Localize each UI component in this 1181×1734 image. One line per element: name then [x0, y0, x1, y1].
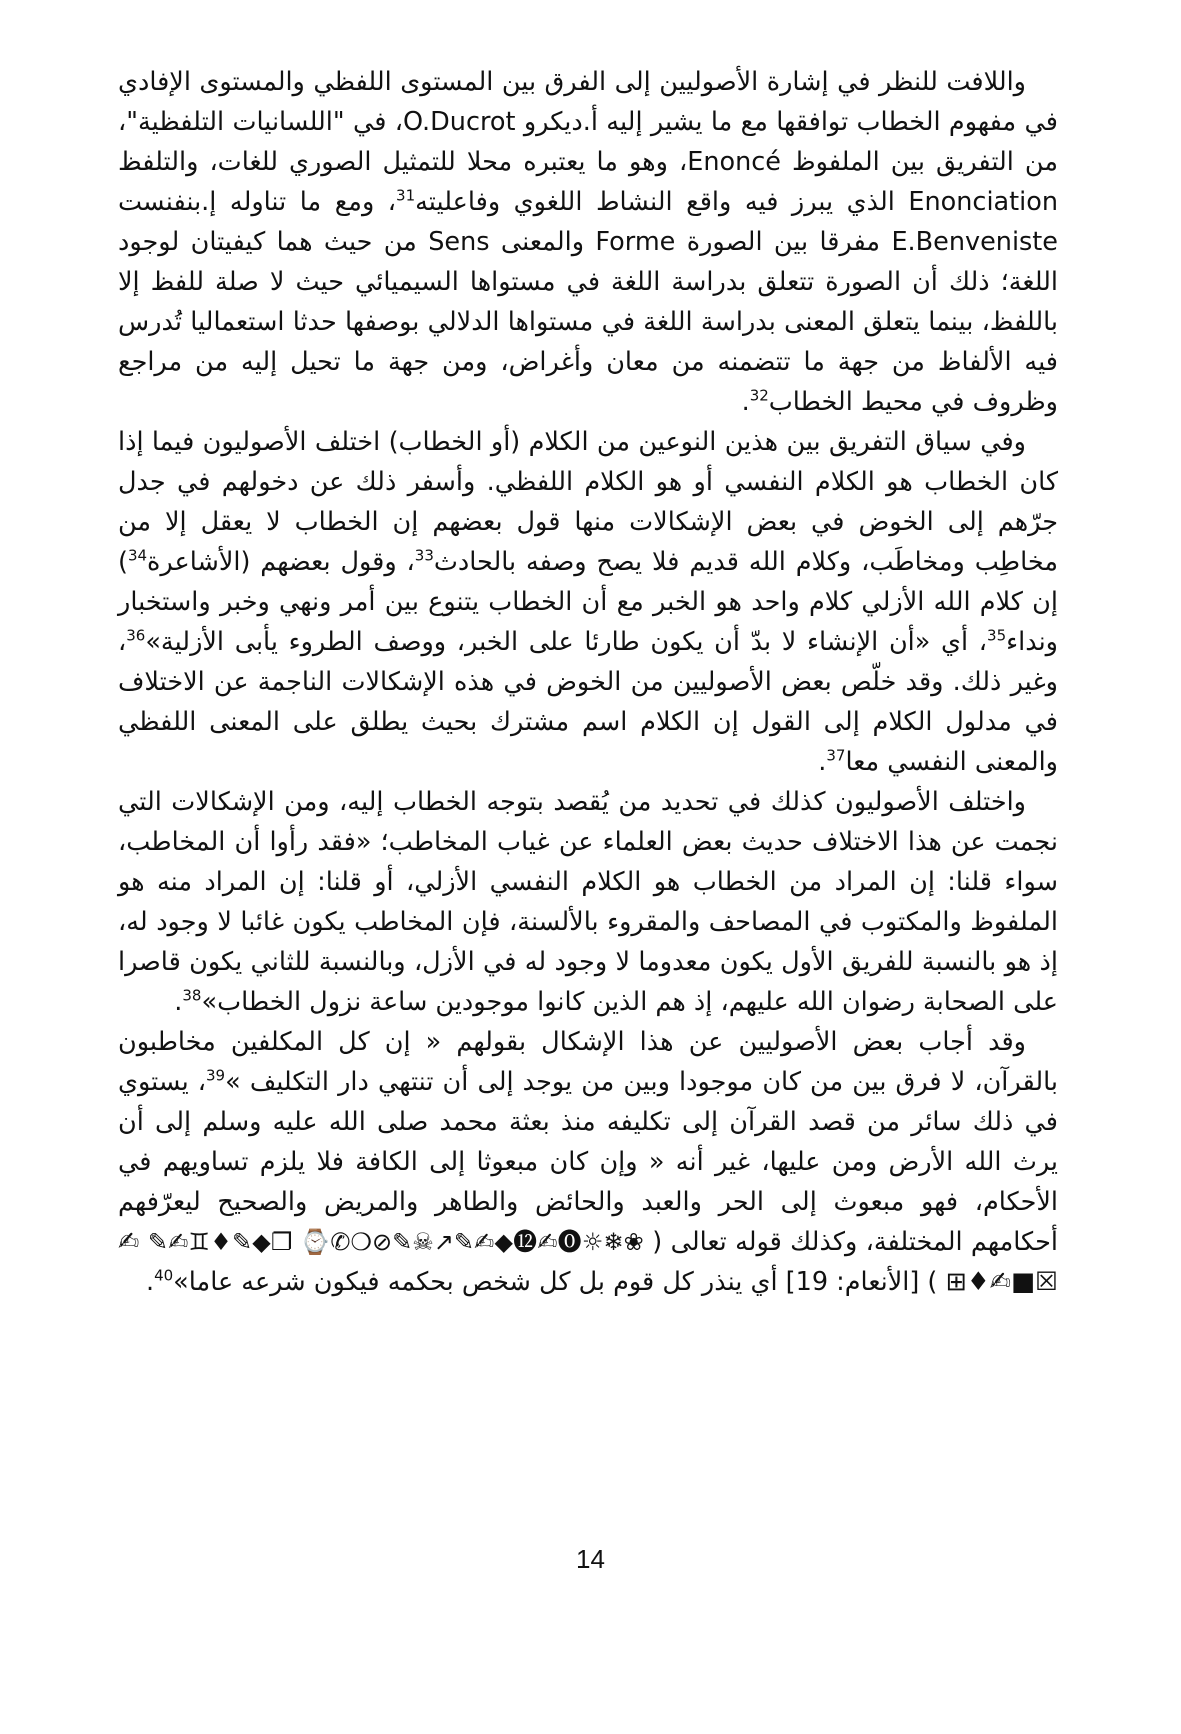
text-run: ) إن كلام الله الأزلي كلام واحد هو الخبر مع أن الخطاب يتنوع بين أمر ونهي وخبر واستخبار ونداء [118, 547, 1058, 657]
footnote-ref: 33 [414, 546, 434, 565]
text-run: . [741, 387, 750, 417]
footnote-ref: 38 [182, 986, 202, 1005]
body-text [118, 62, 1058, 1302]
footnote-ref: 34 [127, 546, 148, 565]
footnote-ref: 40 [154, 1266, 174, 1285]
text-run: ، يستوي في ذلك سائر من قصد القرآن إلى تكليفه منذ بعثة محمد صلى الله عليه وسلم إلى أن يرث الله الأرض ومن عليها، غير أنه « وإن كان مبعوثا إلى الكافة فلا يلزم تساويهم في الأحكام، فهو مبعوث إلى الحر والعبد والحائض والطاهر والمريض والصحيح ليعرّفهم أحكامهم المختلفة، وكذلك قوله تعالى ( [118, 1067, 1058, 1257]
text-run: وفي سياق التفريق بين هذين النوعين من الكلام (أو الخطاب) اختلف الأصوليون فيما إذا كان الخطاب هو الكلام النفسي أو هو الكلام اللفظي. وأسفر ذلك عن دخولهم في جدل جرّهم إلى الخوض في بعض الإشكالات منها قول بعضهم إن الخطاب لا يعقل إلا من مخاطِب ومخاطَب، وكلام الله قديم فلا يصح وصفه بالحادث [118, 427, 1058, 577]
text-run: وقد أجاب بعض الأصوليين عن هذا الإشكال بقولهم « إن كل المكلفين مخاطبون بالقرآن، لا فرق بين من كان موجودا وبين من يوجد إلى أن تنتهي دار التكليف » [118, 1027, 1058, 1097]
footnote-ref: 32 [749, 386, 769, 405]
text-run: ✍☒■✍♦⊞ ) [الأنعام: 19] أي ينذر كل قوم بل كل شخص بحكمه فيكون شرعه عاما» [118, 1227, 1058, 1297]
text-run: ، وغير ذلك. وقد خلّص بعض الأصوليين من الخوض في هذه الإشكالات الناجمة عن الاختلاف في مدلول الكلام إلى القول إن الكلام اسم مشترك بحيث يطلق على المعنى اللفظي والمعنى النفسي معا [118, 627, 1058, 777]
paragraph [118, 422, 1058, 782]
text-run: ، أي «أن الإنشاء لا بدّ أن يكون طارئا على الخبر، ووصف الطروء يأبى الأزلية» [145, 627, 988, 657]
footnote-ref: 39 [206, 1066, 226, 1085]
text-run: . [174, 987, 183, 1017]
paragraph [118, 62, 1058, 422]
footnote-ref: 31 [396, 186, 416, 205]
text-run: . [818, 747, 827, 777]
page-number: 14 [576, 1544, 605, 1574]
text-run: واختلف الأصوليون كذلك في تحديد من يُقصد بتوجه الخطاب إليه، ومن الإشكالات التي نجمت عن هذا الاختلاف حديث بعض العلماء عن غياب المخاطب؛ «فقد رأوا أن المخاطب، سواء قلنا: إن المراد من الخطاب هو الكلام النفسي الأزلي، أو قلنا: إن المراد منه هو الملفوظ والمكتوب في المصاحف والمقروء بالألسنة، فإن المخاطب يكون غائبا لا وجود له، إذ هو بالنسبة للفريق الأول يكون معدوما لا وجود له في الأزل، وبالنسبة للثاني يكون قاصرا على الصحابة رضوان الله عليهم، إذ هم الذين كانوا موجودين ساعة نزول الخطاب» [118, 787, 1058, 1017]
quran-verse-glyphs: ❀❄☼⓿✍⓬◆✍✎↗☠✎⊘❍✆⌚ ❐◆✎♦♊✍✎ [147, 1228, 644, 1256]
text-run: . [145, 1267, 155, 1297]
paragraph [118, 782, 1058, 1022]
text-run: ، ومع ما تناوله إ.بنفنست E.Benveniste مفرقا بين الصورة Forme والمعنى Sens من حيث هما كيفيتان لوجود اللغة؛ ذلك أن الصورة تتعلق بدراسة اللغة في مستواها السيميائي حيث لا صلة للفظ إلا باللفظ، بينما يتعلق المعنى بدراسة اللغة في مستواها الدلالي بوصفها حدثا استعماليا تُدرس فيه الألفاظ من جهة ما تتضمنه من معان وأغراض، ومن جهة ما تحيل إليه من مراجع وظروف في محيط الخطاب [118, 187, 1058, 417]
text-run: ، وقول بعضهم (الأشاعرة [147, 547, 415, 577]
footnote-ref: 35 [987, 626, 1007, 645]
footnote-ref: 36 [126, 626, 146, 645]
text-run: واللافت للنظر في إشارة الأصوليين إلى الفرق بين المستوى اللفظي والمستوى الإفادي في مفهوم الخطاب توافقها مع ما يشير إليه أ.ديكرو O.Ducrot، في "اللسانيات التلفظية"، من التفريق بين الملفوظ Enoncé، وهو ما يعتبره محلا للتمثيل الصوري للغات، والتلفظ Enonciation الذي يبرز فيه واقع النشاط اللغوي وفاعليته [118, 67, 1059, 217]
footnote-ref: 37 [826, 746, 846, 765]
paragraph [118, 1022, 1058, 1302]
